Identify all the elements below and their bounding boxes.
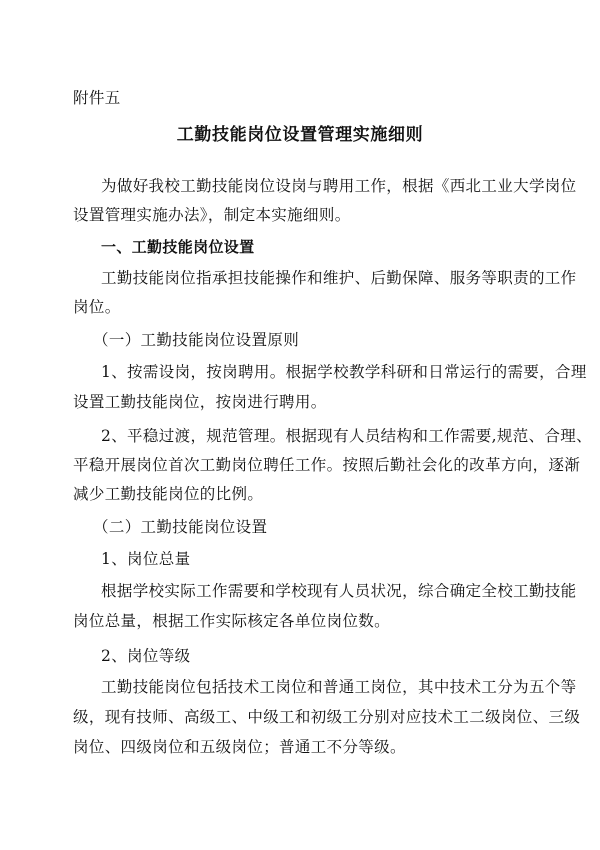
intro-line-2: 设置管理实施办法》，制定本实施细则。 <box>73 206 351 224</box>
subsection-2-item-1-line-2: 岗位总量，根据工作实际核定各单位岗位数。 <box>73 612 391 630</box>
subsection-2-item-2-line-2: 级，现有技师、高级工、中级工和初级工分别对应技术工二级岗位、三级 <box>73 708 581 726</box>
subsection-1-heading: （一）工勤技能岗位设置原则 <box>93 331 300 349</box>
intro-line-1: 为做好我校工勤技能岗位设岗与聘用工作，根据《西北工业大学岗位 <box>101 177 577 195</box>
subsection-2-item-2-line-3: 岗位、四级岗位和五级岗位；普通工不分等级。 <box>73 738 406 756</box>
attachment-label: 附件五 <box>73 89 121 107</box>
subsection-1-item-2-line-3: 减少工勤技能岗位的比例。 <box>73 485 264 503</box>
section-1-para-line-2: 岗位。 <box>73 298 121 316</box>
section-1-heading: 一、工勤技能岗位设置 <box>101 238 255 256</box>
subsection-2-item-2-line-1: 工勤技能岗位包括技术工岗位和普通工岗位，其中技术工分为五个等 <box>101 678 577 696</box>
section-1-para-line-1: 工勤技能岗位指承担技能操作和维护、后勤保障、服务等职责的工作 <box>101 269 577 287</box>
subsection-1-item-1-line-2: 设置工勤技能岗位，按岗进行聘用。 <box>73 393 327 411</box>
subsection-1-item-1-line-1: 1、按需设岗，按岗聘用。根据学校教学科研和日常运行的需要，合理 <box>101 363 587 381</box>
subsection-2-item-1-title: 1、岗位总量 <box>101 550 191 568</box>
subsection-2-item-2-title: 2、岗位等级 <box>101 647 191 665</box>
subsection-1-item-2-line-1: 2、平稳过渡，规范管理。根据现有人员结构和工作需要,规范、合理、 <box>101 427 592 445</box>
document-title: 工勤技能岗位设置管理实施细则 <box>176 125 424 145</box>
subsection-1-item-2-line-2: 平稳开展岗位首次工勤岗位聘任工作。按照后勤社会化的改革方向，逐渐 <box>73 456 581 474</box>
subsection-2-item-1-line-1: 根据学校实际工作需要和学校现有人员状况，综合确定全校工勤技能 <box>101 582 577 600</box>
subsection-2-heading: （二）工勤技能岗位设置 <box>93 518 268 536</box>
